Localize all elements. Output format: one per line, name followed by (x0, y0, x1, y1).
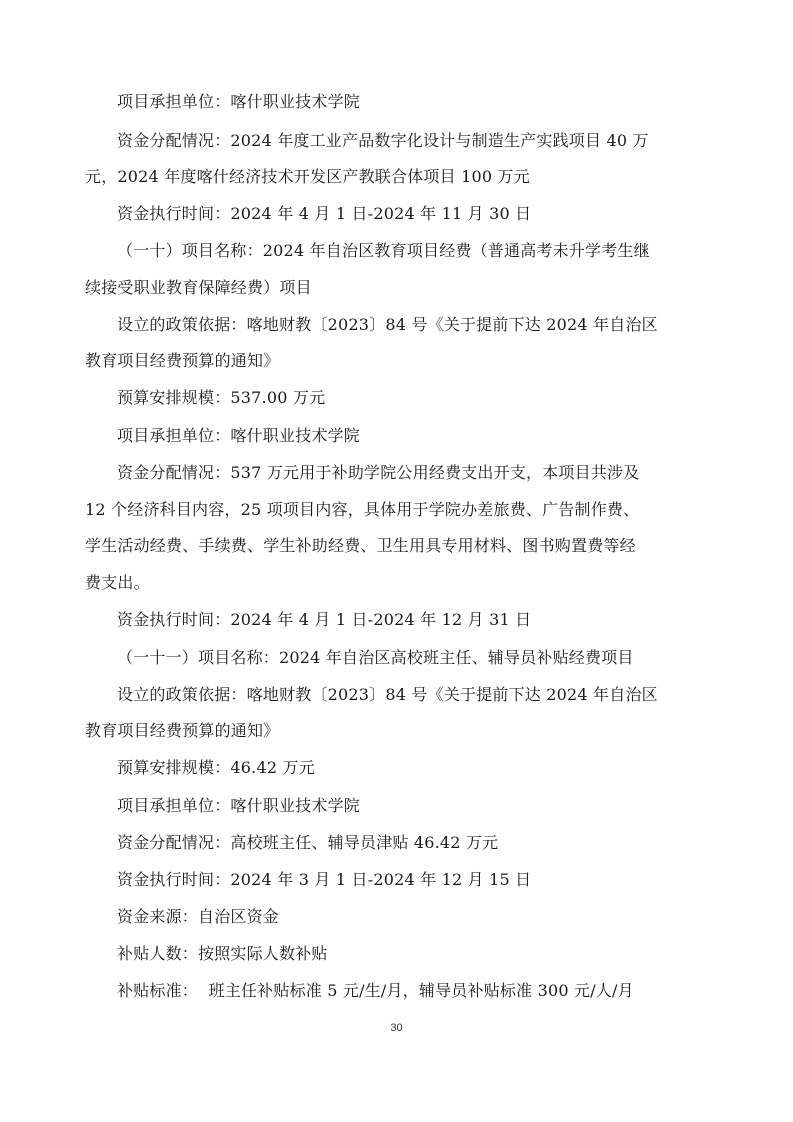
text-line: 费支出。 (85, 573, 150, 592)
text-line: 项目承担单位：喀什职业技术学院 (117, 796, 361, 815)
text-line: 教育项目经费预算的通知》 (85, 721, 280, 740)
page-number: 30 (390, 1022, 403, 1034)
text-line: 资金来源：自治区资金 (117, 907, 280, 926)
section-heading: （一十）项目名称：2024 年自治区教育项目经费（普通高考未升学考生继 (117, 241, 650, 260)
text-line: 学生活动经费、手续费、学生补助经费、卫生用具专用材料、图书购置费等经 (85, 536, 636, 555)
text-line: 资金执行时间：2024 年 3 月 1 日-2024 年 12 月 15 日 (117, 870, 532, 889)
text-line: 补贴人数：按照实际人数补贴 (117, 944, 328, 963)
text-line: 资金执行时间：2024 年 4 月 1 日-2024 年 11 月 30 日 (117, 204, 532, 223)
text-line: 教育项目经费预算的通知》 (85, 351, 280, 370)
text-line: 资金分配情况：2024 年度工业产品数字化设计与制造生产实践项目 40 万 (117, 131, 649, 150)
text-line: 资金分配情况：高校班主任、辅导员津贴 46.42 万元 (117, 833, 499, 852)
section-heading: （一十一）项目名称：2024 年自治区高校班主任、辅导员补贴经费项目 (117, 648, 634, 667)
text-line: 设立的政策依据：喀地财教〔2023〕84 号《关于提前下达 2024 年自治区 (117, 315, 658, 334)
text-line: 资金分配情况：537 万元用于补助学院公用经费支出开支，本项目共涉及 (117, 463, 640, 482)
text-line: 元，2024 年度喀什经济技术开发区产教联合体项目 100 万元 (85, 167, 530, 186)
text-line: 预算安排规模：46.42 万元 (117, 758, 315, 777)
text-line: 续接受职业教育保障经费）项目 (85, 278, 312, 297)
text-line: 设立的政策依据：喀地财教〔2023〕84 号《关于提前下达 2024 年自治区 (117, 685, 658, 704)
text-line: 项目承担单位：喀什职业技术学院 (117, 426, 361, 445)
text-line: 项目承担单位：喀什职业技术学院 (117, 92, 361, 111)
text-line: 补贴标准： 班主任补贴标准 5 元/生/月，辅导员补贴标准 300 元/人/月 (117, 981, 634, 1000)
text-line: 预算安排规模：537.00 万元 (117, 388, 326, 407)
text-line: 12 个经济科目内容，25 项项目内容，具体用于学院办差旅费、广告制作费、 (85, 500, 640, 519)
text-line: 资金执行时间：2024 年 4 月 1 日-2024 年 12 月 31 日 (117, 610, 532, 629)
